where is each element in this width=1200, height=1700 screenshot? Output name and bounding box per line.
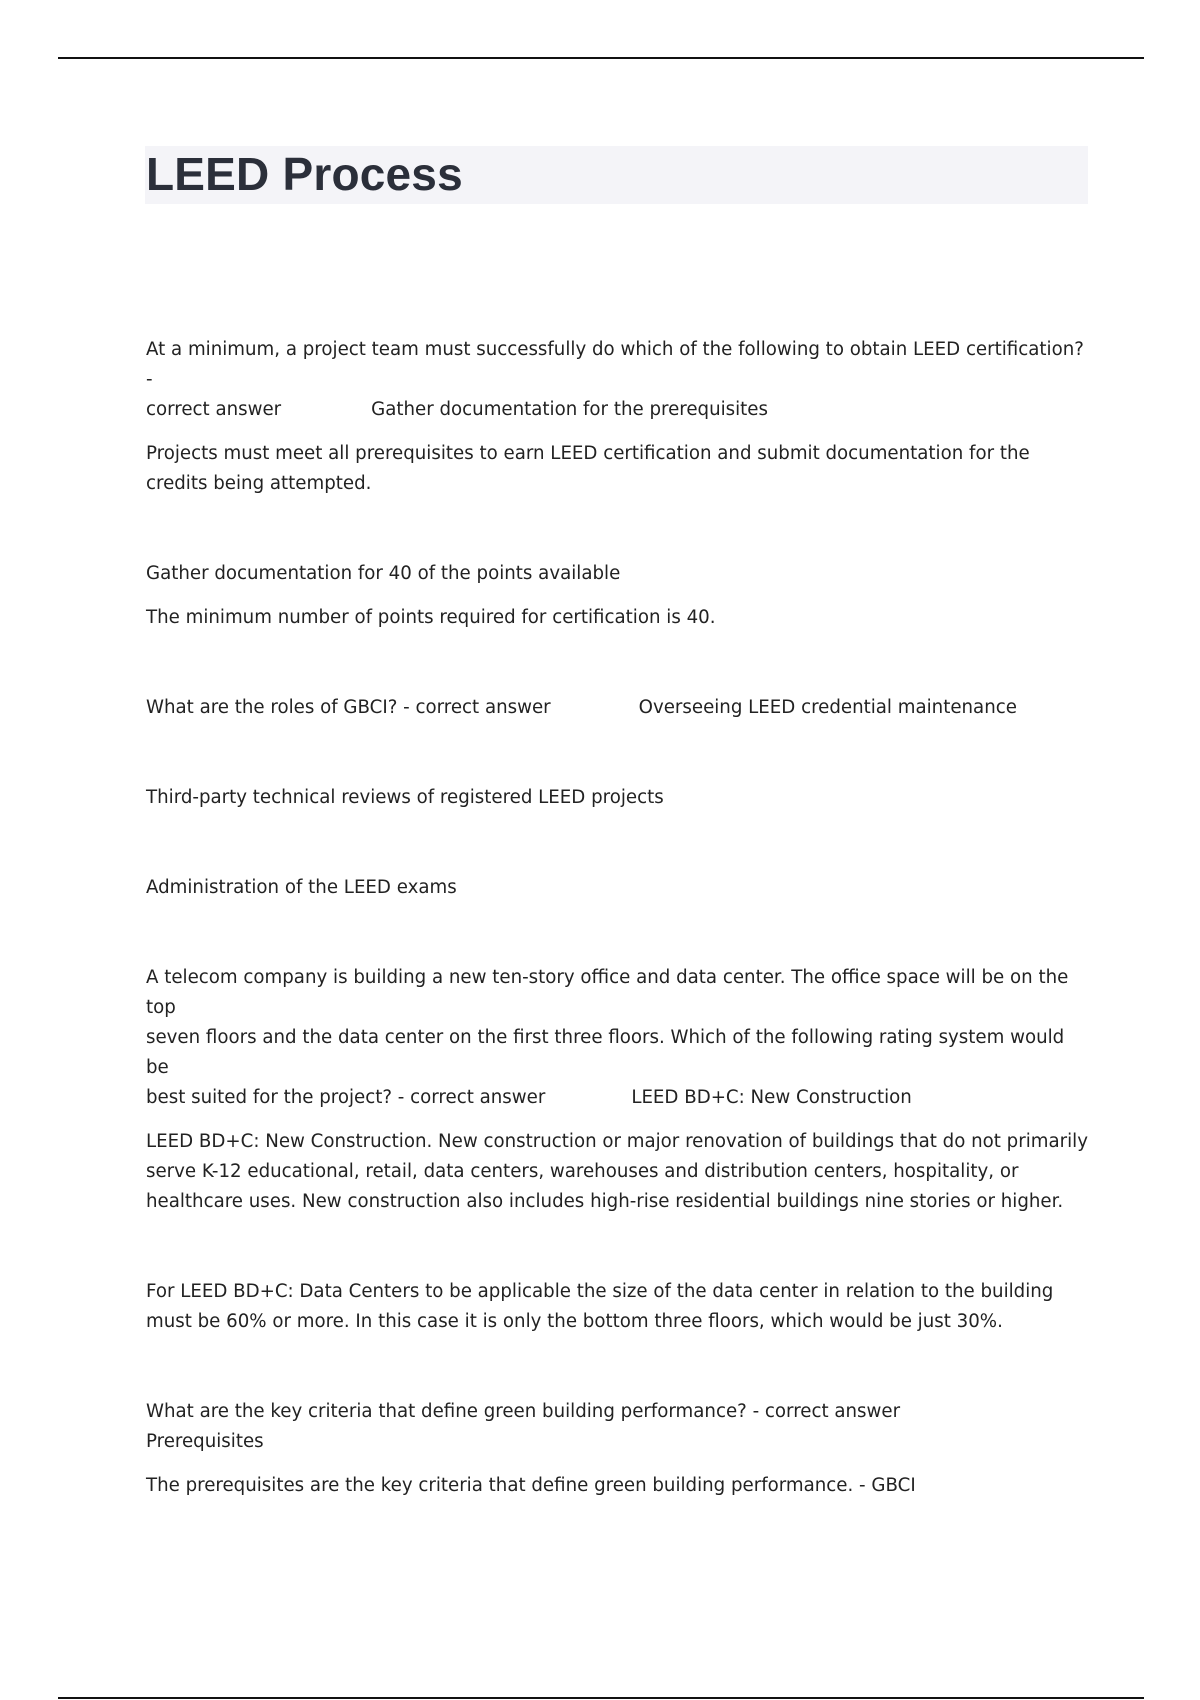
question-4: [146, 1397, 1091, 1457]
document-body: [146, 335, 1091, 1501]
question-1-text: At a minimum, a project team must successfully do which of the following to obtain LEED certification? -: [146, 339, 1084, 390]
answer-4: Prerequisites: [146, 1431, 264, 1452]
bottom-rule: [58, 1697, 1144, 1699]
answer-1: Gather documentation for the prerequisites: [371, 399, 768, 420]
gbci-role-3: Administration of the LEED exams: [146, 877, 457, 898]
question-3-line-2: seven floors and the data center on the first three floors. Which of the following rating system would be: [146, 1027, 1065, 1078]
question-3-line-3: best suited for the project? - correct answer: [146, 1087, 546, 1108]
note-3: For LEED BD+C: Data Centers to be applicable the size of the data center in relation to the building must be 60% or more. In this case it is only the bottom three floors, which would be just 30%.: [146, 1281, 1054, 1332]
answer-2: Overseeing LEED credential maintenance: [638, 697, 1017, 718]
top-rule: [58, 57, 1144, 59]
question-2: [146, 693, 1091, 723]
question-4-text: What are the key criteria that define green building performance? - correct answer: [146, 1401, 901, 1422]
question-1-label: correct answer: [146, 399, 282, 420]
explanation-1: Projects must meet all prerequisites to earn LEED certification and submit documentation for the credits being attempted.: [146, 443, 1030, 494]
question-3-line-1: A telecom company is building a new ten-story office and data center. The office space will be on the top: [146, 967, 1069, 1018]
explanation-4: The prerequisites are the key criteria that define green building performance. - GBCI: [146, 1475, 916, 1496]
page-title: LEED Process: [146, 148, 463, 200]
explanation-40-points: The minimum number of points required for certification is 40.: [146, 607, 716, 628]
question-3: [146, 963, 1091, 1113]
question-1: [146, 335, 1091, 425]
gbci-role-2: Third-party technical reviews of registered LEED projects: [146, 787, 664, 808]
question-2-text: What are the roles of GBCI? - correct answer: [146, 697, 551, 718]
explanation-3: LEED BD+C: New Construction. New construction or major renovation of buildings that do not primarily serve K-12 educational, retail, data centers, warehouses and distribution centers, hospitality, or healthcare uses. New construction also includes high-rise residential buildings nine stories or higher.: [146, 1131, 1088, 1212]
answer-3: LEED BD+C: New Construction: [631, 1087, 912, 1108]
option-40-points: Gather documentation for 40 of the points available: [146, 563, 621, 584]
